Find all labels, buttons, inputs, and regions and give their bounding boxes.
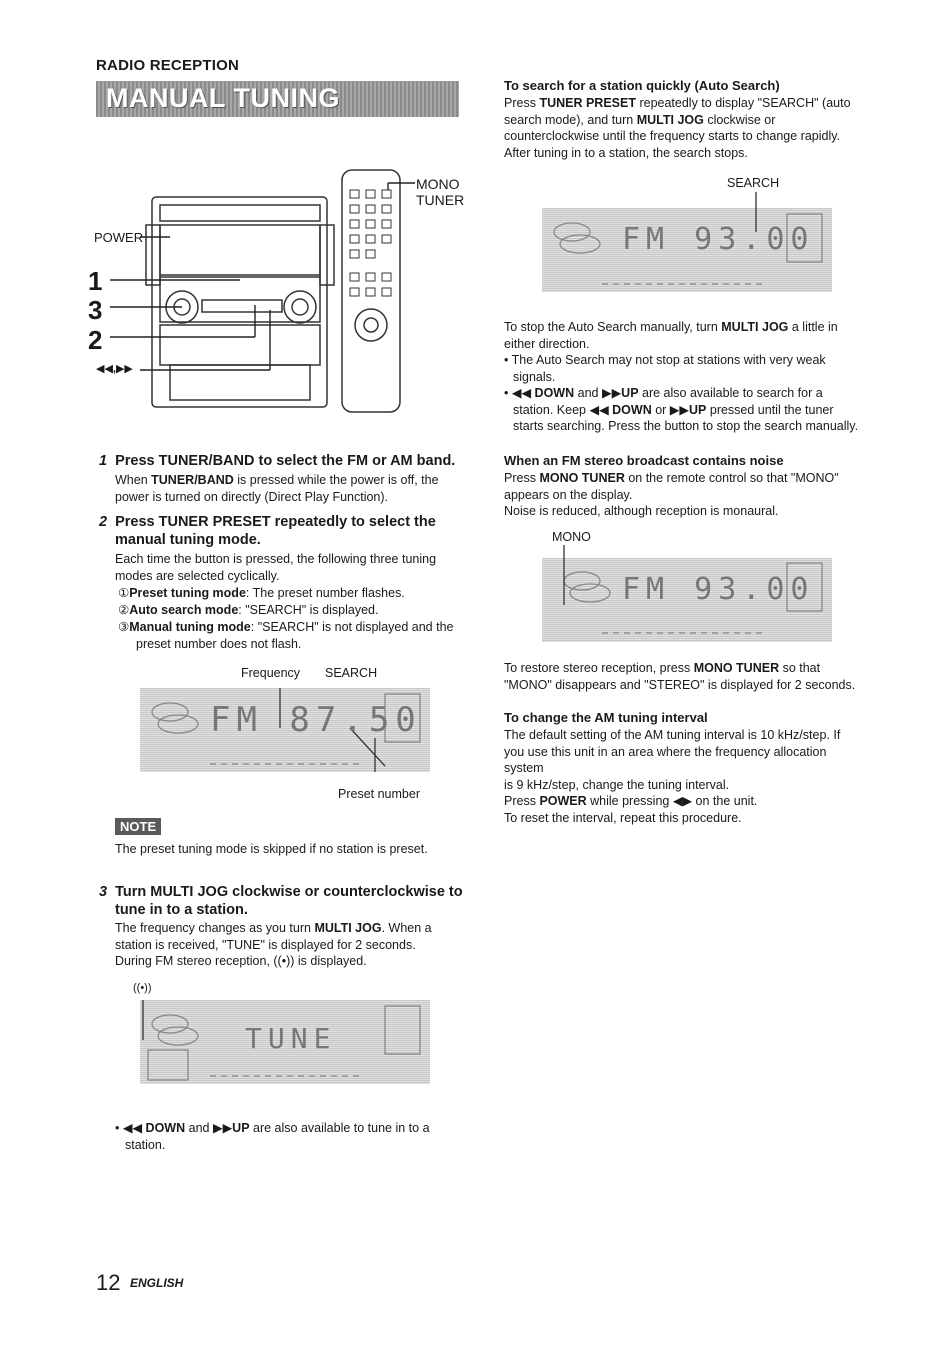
stereo-indicator-label: ((•)) xyxy=(133,982,152,994)
lcd-tune-text: TUNE xyxy=(245,1022,337,1055)
auto-search-heading: To search for a station quickly (Auto Search) xyxy=(504,78,780,93)
preset-number-label: Preset number xyxy=(338,787,420,801)
mono-label: MONO xyxy=(416,176,460,192)
note-text: The preset tuning mode is skipped if no station is preset. xyxy=(115,842,428,856)
callout-2: 2 xyxy=(88,325,103,355)
note-badge: NOTE xyxy=(115,818,161,835)
search-label: SEARCH xyxy=(325,666,378,680)
skip-buttons-label: ◀◀,▶▶ xyxy=(96,363,133,375)
step-3-title: 3 Turn MULTI JOG clockwise or counterclockwise to tune in to a station. xyxy=(99,884,463,918)
step-1-title: 1 Press TUNER/BAND to select the FM or AM band. xyxy=(99,453,456,469)
am-interval-heading: To change the AM tuning interval xyxy=(504,710,708,725)
fm-mono-heading: When an FM stereo broadcast contains noise xyxy=(504,453,784,468)
tune-bullet: • ◀◀ DOWN and ▶▶UP are also available to tune in to a station. xyxy=(115,1121,430,1152)
section-title: RADIO RECEPTION xyxy=(96,57,240,74)
auto-search-display-label: SEARCH xyxy=(727,176,780,190)
step-2-body: Each time the button is pressed, the following three tuning modes are selected cyclically. xyxy=(115,552,437,583)
lcd-mono-text: FM 93.00 xyxy=(622,572,815,607)
mono-display-label: MONO xyxy=(552,530,591,544)
power-label: POWER xyxy=(94,230,144,245)
tuner-label: TUNER xyxy=(416,192,465,208)
language-label: ENGLISH xyxy=(130,1276,184,1290)
page-number: 12 xyxy=(96,1270,121,1295)
page-title: MANUAL TUNING xyxy=(96,81,459,117)
mode-manual: ③Manual tuning mode: "SEARCH" is not displayed and the preset number does not flash. xyxy=(118,620,454,651)
callout-3: 3 xyxy=(88,295,103,325)
mode-preset: ①Preset tuning mode: The preset number flashes. xyxy=(118,586,405,600)
frequency-label: Frequency xyxy=(241,666,301,680)
mode-auto: ②Auto search mode: "SEARCH" is displayed. xyxy=(118,603,379,617)
callout-1: 1 xyxy=(88,266,103,296)
stereo-system-illustration xyxy=(90,165,470,415)
step-2-title: 2 Press TUNER PRESET repeatedly to select the manual tuning mode. xyxy=(99,514,436,548)
lcd-frequency-text: FM 87.50 xyxy=(210,700,422,740)
auto-search-body: Press TUNER PRESET repeatedly to display "SEARCH" (auto search mode), and turn MULTI JOG clockwise or counterclockwise until the frequency starts to change rapidly. After tuning in to a station, the search stops. xyxy=(504,96,851,160)
lcd-search-text: FM 93.00 xyxy=(622,222,815,257)
fm-mono-body: Press MONO TUNER on the remote control so that "MONO" appears on the display. Noise is reduced, although reception is monaural. xyxy=(504,471,839,518)
fm-mono-restore: To restore stereo reception, press MONO TUNER so that "MONO" disappears and "STEREO" is displayed for 2 seconds. xyxy=(504,661,856,692)
auto-search-stop: To stop the Auto Search manually, turn MULTI JOG a little in either direction. • The Auto Search may not stop at stations with very weak signals. • ◀◀ DOWN and ▶▶UP are also available to search for a station. Keep ◀◀ DOWN or ▶▶UP pressed until the tuner starts searching. Press the button to stop the search manually. xyxy=(504,320,859,433)
step-1-body: When TUNER/BAND is pressed while the power is off, the power is turned on directly (Direct Play Function). xyxy=(115,473,439,504)
am-interval-body: The default setting of the AM tuning interval is 10 kHz/step. If you use this unit in an area where the frequency allocation system is 9 kHz/step, change the tuning interval. Press POWER while pressing ◀▶ on the unit. To reset the interval, repeat this procedure. xyxy=(504,728,841,825)
step-3-body: The frequency changes as you turn MULTI JOG. When a station is received, "TUNE" is displayed for 2 seconds. During FM stereo reception, ((•)) is displayed. xyxy=(115,921,432,968)
